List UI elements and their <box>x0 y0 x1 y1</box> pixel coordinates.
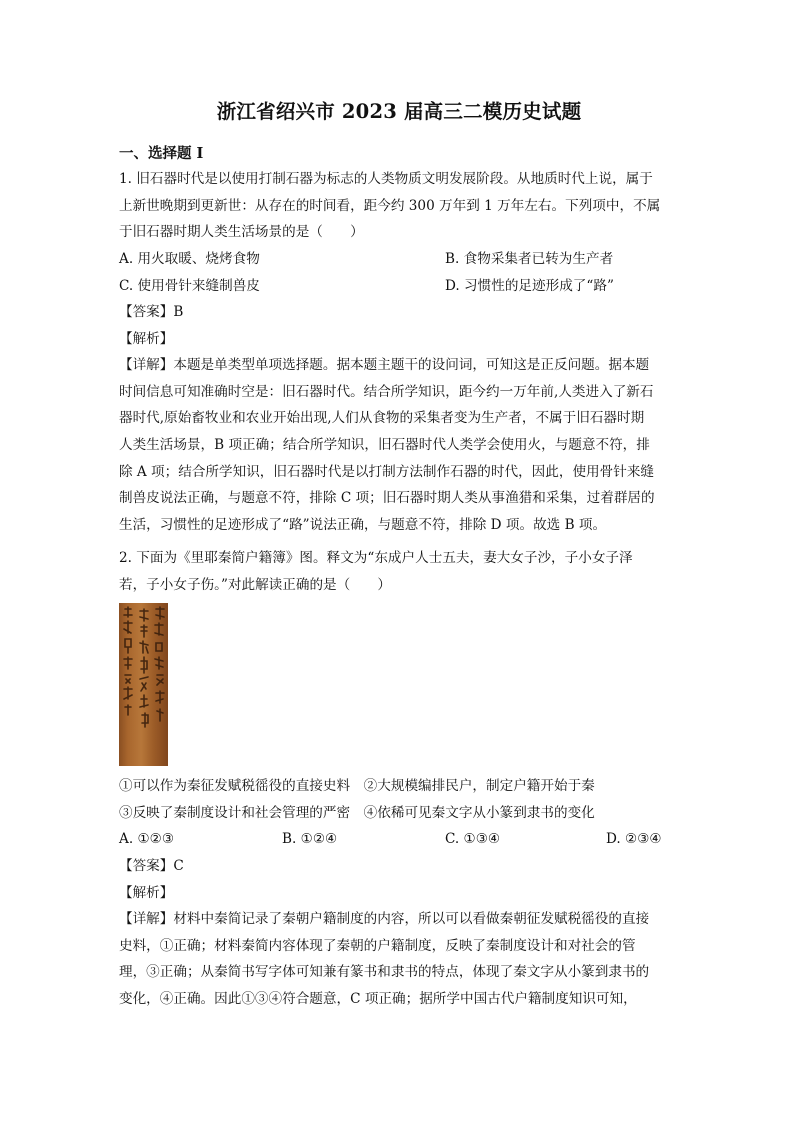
q2-option-b: B. ①②④ <box>282 831 338 847</box>
q2-answer: 【答案】C <box>119 858 184 874</box>
q2-stem-line: 若，子小女子伤。”对此解读正确的是（ ） <box>119 576 392 593</box>
q2-statement-line: ③反映了秦制度设计和社会管理的严密 ④依稀可见秦文字从小篆到隶书的变化 <box>119 804 595 821</box>
q1-answer: 【答案】B <box>119 304 184 320</box>
bamboo-slip-image <box>119 603 168 766</box>
q1-options <box>119 246 679 299</box>
q1-detail-line: 生活，习惯性的足迹形成了“路”说法正确，与题意不符，排除 D 项。故选 B 项。 <box>119 516 607 533</box>
q1-option-c: C. 使用骨针来缝制兽皮 <box>119 277 260 294</box>
q2-stem-line: 2. 下面为《里耶秦简户籍簿》图。释文为“东成户人士五夫，妻大女子沙，子小女子泽 <box>119 550 633 566</box>
q1-stem <box>119 166 679 246</box>
q2-detail-line: 【详解】材料中秦简记录了秦朝户籍制度的内容，所以可以看做秦朝征发赋税徭役的直接 <box>119 911 650 928</box>
q2-options <box>119 826 679 853</box>
bamboo-slip-writing-icon <box>119 603 168 766</box>
q1-detail-line: 人类生活场景，B 项正确；结合所学知识，旧石器时代人类学会使用火，与题意不符，排 <box>119 436 650 453</box>
page-title: 浙江省绍兴市 2023 届高三二模历史试题 <box>216 100 582 123</box>
q1-detail-line: 器时代,原始畜牧业和农业开始出现,人们从食物的采集者变为生产者，不属于旧石器时期 <box>119 410 645 427</box>
q2-detail-line: 史料，①正确；材料秦简内容体现了秦朝的户籍制度，反映了秦制度设计和对社会的管 <box>119 937 636 954</box>
q2-solution <box>119 853 679 1013</box>
q2-detail-line: 变化，④正确。因此①③④符合题意，C 项正确；据所学中国古代户籍制度知识可知， <box>119 990 637 1007</box>
q2-analysis-label: 【解析】 <box>119 884 174 901</box>
q1-option-d: D. 习惯性的足迹形成了“路” <box>445 277 614 294</box>
q1-analysis-label: 【解析】 <box>119 330 174 347</box>
section-heading: 一、选择题 I <box>119 145 204 162</box>
q1-detail-line: 除 A 项；结合所学知识，旧石器时代是以打制方法制作石器的时代，因此，使用骨针来缝 <box>119 463 655 480</box>
q1-detail-line: 时间信息可知准确时空是：旧石器时代。结合所学知识，距今约一万年前,人类进入了新石 <box>119 383 654 400</box>
q1-stem-line: 于旧石器时期人类生活场景的是（ ） <box>119 224 364 241</box>
q2-option-a: A. ①②③ <box>119 831 175 847</box>
q2-detail-line: 理，③正确；从秦简书写字体可知兼有篆书和隶书的特点，体现了秦文字从小篆到隶书的 <box>119 964 650 981</box>
q1-detail-line: 制兽皮说法正确，与题意不符，排除 C 项；旧石器时期人类从事渔猎和采集，过着群居的 <box>119 490 655 507</box>
q2-option-c: C. ①③④ <box>445 831 501 847</box>
q2-statement-line: ①可以作为秦征发赋税徭役的直接史料 ②大规模编排民户，制定户籍开始于秦 <box>119 778 595 794</box>
q1-solution <box>119 299 679 538</box>
q1-stem-line: 1. 旧石器时代是以使用打制石器为标志的人类物质文明发展阶段。从地质时代上说，属于 <box>119 171 653 187</box>
q1-option-b: B. 食物采集者已转为生产者 <box>445 251 614 267</box>
q2-statements <box>119 773 679 826</box>
q2-stem <box>119 545 679 598</box>
q1-stem-line: 上新世晚期到更新世：从存在的时间看，距今约 300 万年到 1 万年左右。下列项中，不属 <box>119 197 661 214</box>
q1-detail-line: 【详解】本题是单类型单项选择题。据本题主题干的设问词，可知这是正反问题。据本题 <box>119 357 650 374</box>
q2-option-d: D. ②③④ <box>606 831 662 847</box>
q1-option-a: A. 用火取暖、烧烤食物 <box>119 251 260 267</box>
